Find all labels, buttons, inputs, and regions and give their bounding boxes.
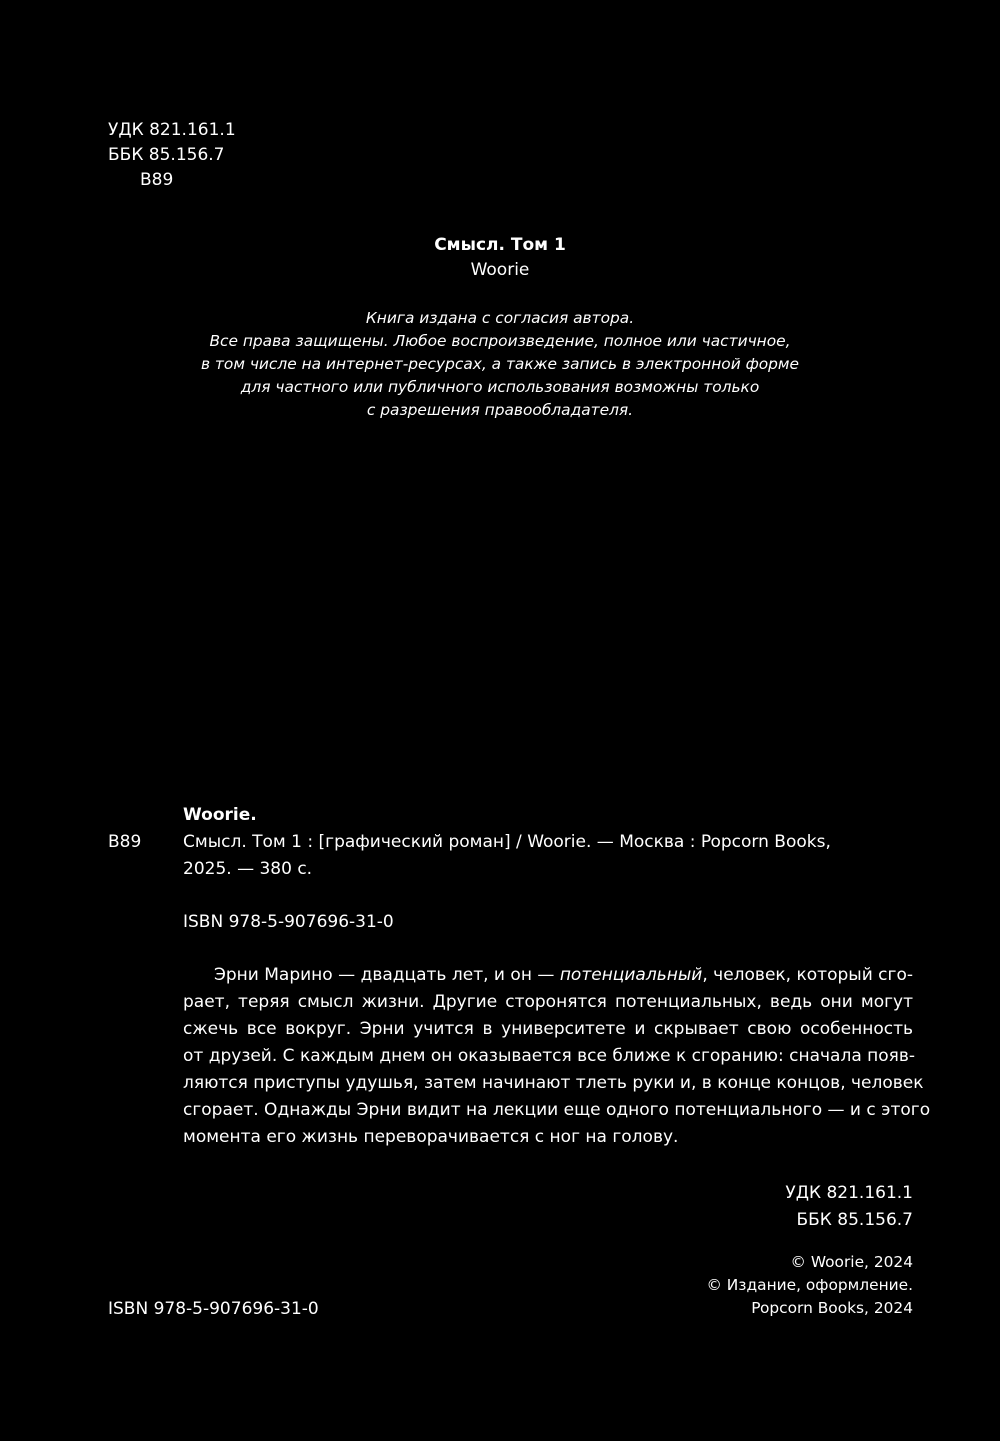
annotation-italic-term: потенциальный [559, 965, 703, 985]
bottom-classification-codes [785, 1180, 913, 1234]
rights-notice [0, 307, 1000, 422]
header-classification-codes [108, 118, 236, 193]
annotation [183, 962, 931, 1151]
copyright-line: Popcorn Books, 2024 [751, 1299, 913, 1317]
catalog-author-heading: Woorie. [183, 805, 257, 825]
bbk-code: ББК 85.156.7 [796, 1210, 913, 1230]
title-block [0, 233, 1000, 283]
annotation-line: рает, теряя смысл жизни. Другие сторонятся потенциальных, ведь они могут [183, 992, 913, 1012]
udk-code: УДК 821.161.1 [108, 120, 236, 140]
copyright-line: © Издание, оформление. [706, 1276, 913, 1294]
bbk-code: ББК 85.156.7 [108, 145, 225, 165]
copyright-line: © Woorie, 2024 [790, 1253, 913, 1271]
catalog-index: В89 [108, 832, 142, 852]
rights-line: Книга издана с согласия автора. [365, 309, 635, 327]
annotation-text: Эрни Марино — двадцать лет, и он — [214, 965, 560, 985]
rights-line: для частного или публичного использования возможны только [240, 378, 760, 396]
udk-code: УДК 821.161.1 [785, 1183, 913, 1203]
rights-line: в том числе на интернет-ресурсах, а также запись в электронной форме [200, 355, 800, 373]
annotation-line: сжечь все вокруг. Эрни учится в университете и скрывает свою особенность [183, 1019, 913, 1039]
book-title: Смысл. Том 1 [434, 235, 566, 255]
bottom-isbn: ISBN 978-5-907696-31-0 [108, 1299, 319, 1319]
annotation-line: сгорает. Однажды Эрни видит на лекции еще одного потенциального — и с этого [183, 1100, 931, 1120]
annotation-line: момента его жизнь переворачивается с ног на голову. [183, 1127, 679, 1147]
book-author: Woorie [470, 260, 530, 280]
catalog-isbn: ISBN 978-5-907696-31-0 [183, 912, 394, 932]
copyright-notice [707, 1251, 913, 1320]
annotation-line: от друзей. С каждым днем он оказывается все ближе к сгоранию: сначала появ- [183, 1046, 916, 1066]
catalog-bibliographic-description [183, 829, 883, 882]
rights-line: Все права защищены. Любое воспроизведение, полное или частичное, [209, 332, 791, 350]
annotation-line: ляются приступы удушья, затем начинают тлеть руки и, в конце концов, человек [183, 1073, 924, 1093]
biblio-line: Смысл. Том 1 : [графический роман] / Woorie. — Москва : Popcorn Books, [183, 832, 831, 852]
rights-line: с разрешения правообладателя. [366, 401, 634, 419]
annotation-line [183, 962, 913, 989]
biblio-line: 2025. — 380 с. [183, 858, 313, 879]
annotation-text: , человек, который сго- [702, 965, 913, 985]
author-mark: В89 [140, 170, 174, 190]
